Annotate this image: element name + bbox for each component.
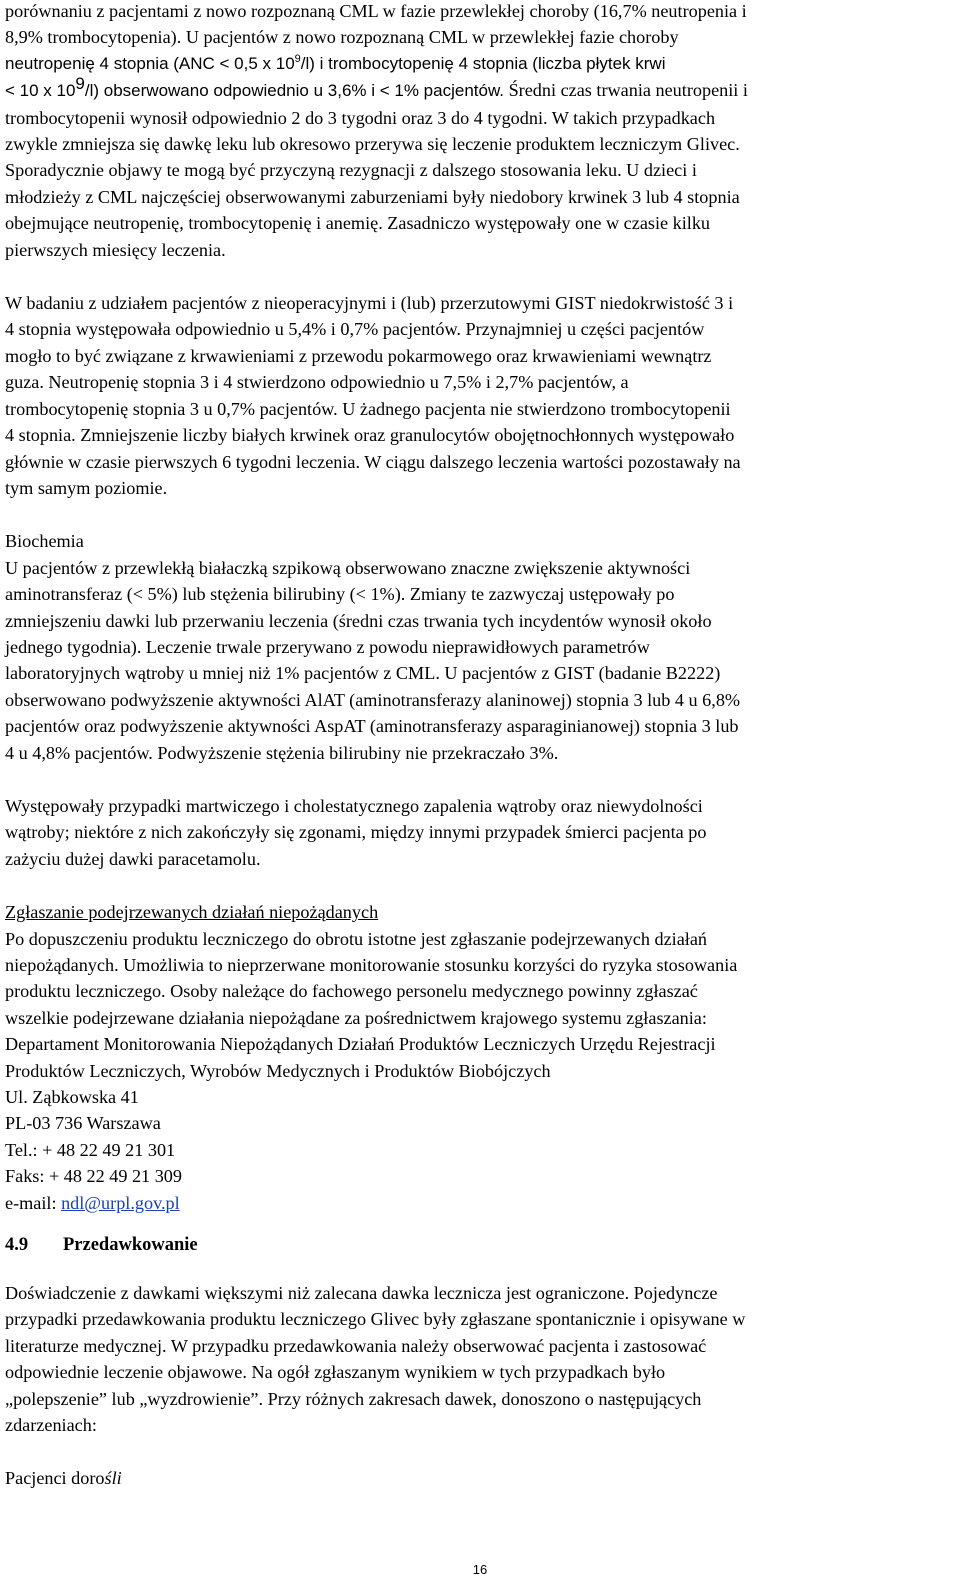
text-line: trombocytopenii wynosił odpowiednio 2 do 3 tygodni oraz 3 do 4 tygodni. W takich przypadkach [5,107,716,128]
text-fragment: Pacjenci doro [5,1467,105,1488]
text-line: laboratoryjnych wątroby u mniej niż 1% pacjentów z CML. U pacjentów z GIST (badanie B2222) [5,663,721,684]
text-line: Departament Monitorowania Niepożądanych Działań Produktów Leczniczych Urzędu Rejestracji [5,1034,716,1055]
reporting-heading: Zgłaszanie podejrzewanych działań niepożądanych [5,902,379,923]
text-line: 4 stopnia. Zmniejszenie liczby białych krwinek oraz granulocytów obojętnochłonnych występowało [5,425,735,446]
text-line: guza. Neutropenię stopnia 3 i 4 stwierdzono odpowiednio u 7,5% i 2,7% pacjentów, a [5,372,629,393]
text-fragment: neutropenię 4 stopnia (ANC < 0,5 x 10 [5,53,295,73]
paragraph-overdose [5,1280,950,1438]
text-line: zmniejszeniu dawki lub przerwaniu leczenia (średni czas trwania tych incydentów wynosił około [5,610,712,631]
email-label: e-mail: [5,1192,62,1213]
text-line: Sporadycznie objawy te mogą być przyczyną rezygnacji z dalszego stosowania leku. U dzieci i [5,160,697,181]
text-line: niepożądanych. Umożliwia to nieprzerwane monitorowanie stosunku korzyści do ryzyka stosowania [5,955,738,975]
text-line: literaturze medycznej. W przypadku przedawkowania należy obserwować pacjenta i zastosować [5,1335,707,1356]
text-line: Występowały przypadki martwiczego i cholestatycznego zapalenia wątroby oraz niewydolności [5,795,703,816]
text-line: zwykle zmniejsza się dawkę leku lub okresowo przerywa się leczenie produktem leczniczym Glivec. [5,134,740,155]
paragraph-hematology-gist [5,290,950,501]
text-line: obserwowano podwyższenie aktywności AlAT (aminotransferazy alaninowej) stopnia 3 lub 4 u 6,8% [5,689,741,710]
text-line: głównie w czasie pierwszych 6 tygodni leczenia. W ciągu dalszego leczenia wartości pozostawały na [5,451,741,472]
section-4-9-heading [5,1235,950,1256]
phone-number: Tel.: + 48 22 49 21 301 [5,1139,176,1160]
address-street: Ul. Ząbkowska 41 [5,1087,139,1108]
document-page [5,0,950,1491]
section-title: Przedawkowanie [63,1235,198,1256]
text-line: mogło to być związane z krwawieniami z przewodu pokarmowego oraz krwawieniami wewnątrz [5,345,712,366]
paragraph-hematology-cml [5,0,950,263]
text-line: Produktów Leczniczych, Wyrobów Medycznych i Produktów Biobójczych [5,1060,551,1081]
superscript: 9 [75,74,85,94]
text-line: obejmujące neutropenię, trombocytopenię i anemię. Zasadniczo występowały one w czasie kilku [5,213,711,234]
paragraph-hepatotoxicity [5,793,950,872]
biochemistry-heading: Biochemia [5,531,84,552]
fax-number: Faks: + 48 22 49 21 309 [5,1166,182,1187]
text-line: tym samym poziomie. [5,477,168,498]
text-line: aminotransferaz (< 5%) lub stężenia bilirubiny (< 1%). Zmiany te zazwyczaj ustępowały po [5,584,675,605]
email-link[interactable]: ndl@urpl.gov.pl [61,1192,180,1213]
text-line: 4 stopnia występowała odpowiednio u 5,4% i 0,7% pacjentów. Przynajmniej u części pacjentów [5,319,705,340]
section-number: 4.9 [5,1235,29,1256]
text-line [5,1465,950,1491]
page-number: 16 [472,1562,488,1577]
text-line: Doświadczenie z dawkami większymi niż zalecana dawka lecznicza jest ograniczone. Pojedyncze [5,1283,718,1304]
text-line: zdarzeniach: [5,1415,97,1436]
subheading-adults [5,1465,950,1491]
superscript: 9 [294,52,301,65]
text-line: odpowiednie leczenie objawowe. Na ogół zgłaszanym wynikiem w tych przypadkach było [5,1362,666,1383]
address-city: PL-03 736 Warszawa [5,1113,161,1134]
text-line: trombocytopenię stopnia 3 u 0,7% pacjentów. U żadnego pacjenta nie stwierdzono trombocytopenii [5,398,731,419]
text-fragment: /l) obserwowano odpowiednio u 3,6% i < 1% pacjentów. [84,81,505,101]
text-line: Po dopuszczeniu produktu leczniczego do obrotu istotne jest zgłaszanie podejrzewanych działań [5,928,707,949]
text-line: U pacjentów z przewlekłą białaczką szpikową obserwowano znaczne zwiększenie aktywności [5,557,691,578]
text-line: pacjentów oraz podwyższenie aktywności AspAT (aminotransferazy asparaginianowej) stopnia 3 lub [5,716,739,737]
text-line: wszelkie podejrzewane działania niepożądane za pośrednictwem krajowego systemu zgłaszania: [5,1007,707,1028]
text-line [5,51,950,77]
text-fragment: Średni czas trwania neutropenii i [504,80,748,101]
text-line: 4 u 4,8% pacjentów. Podwyższenie stężenia bilirubiny nie przekraczało 3%. [5,742,559,763]
section-adverse-reporting [5,899,950,1216]
text-line: produktu leczniczego. Osoby należące do fachowego personelu medycznego powinny zgłaszać [5,981,698,1002]
text-line: pierwszych miesięcy leczenia. [5,239,226,260]
text-fragment: < 10 x 10 [5,81,76,101]
section-biochemistry [5,528,950,766]
text-line: jednego tygodnia). Leczenie trwale przerywano z powodu nieprawidłowych parametrów [5,636,650,657]
text-line: przypadki przedawkowania produktu leczniczego Glivec były zgłaszane spontanicznie i opisywane w [5,1309,746,1330]
text-fragment: śli [104,1467,122,1488]
text-line: W badaniu z udziałem pacjentów z nieoperacyjnymi i (lub) przerzutowymi GIST niedokrwistość 3 i [5,293,734,314]
email-line [5,1190,950,1216]
text-line [5,74,950,104]
text-line: młodzieży z CML najczęściej obserwowanymi zaburzeniami były niedobory krwinek 3 lub 4 stopnia [5,186,740,207]
text-line: wątroby; niektóre z nich zakończyły się zgonami, między innymi przypadek śmierci pacjenta po [5,822,707,843]
text-line: zażyciu dużej dawki paracetamolu. [5,848,261,869]
text-line: porównaniu z pacjentami z nowo rozpoznaną CML w fazie przewlekłej choroby (16,7% neutropenia i [5,1,747,21]
text-line: „polepszenie” lub „wyzdrowienie”. Przy różnych zakresach dawek, donoszono o następujących [5,1388,702,1409]
text-fragment: /l) i trombocytopenię 4 stopnia (liczba płytek krwi [300,53,666,73]
text-line: 8,9% trombocytopenia). U pacjentów z nowo rozpoznaną CML w przewlekłej fazie choroby [5,27,679,48]
